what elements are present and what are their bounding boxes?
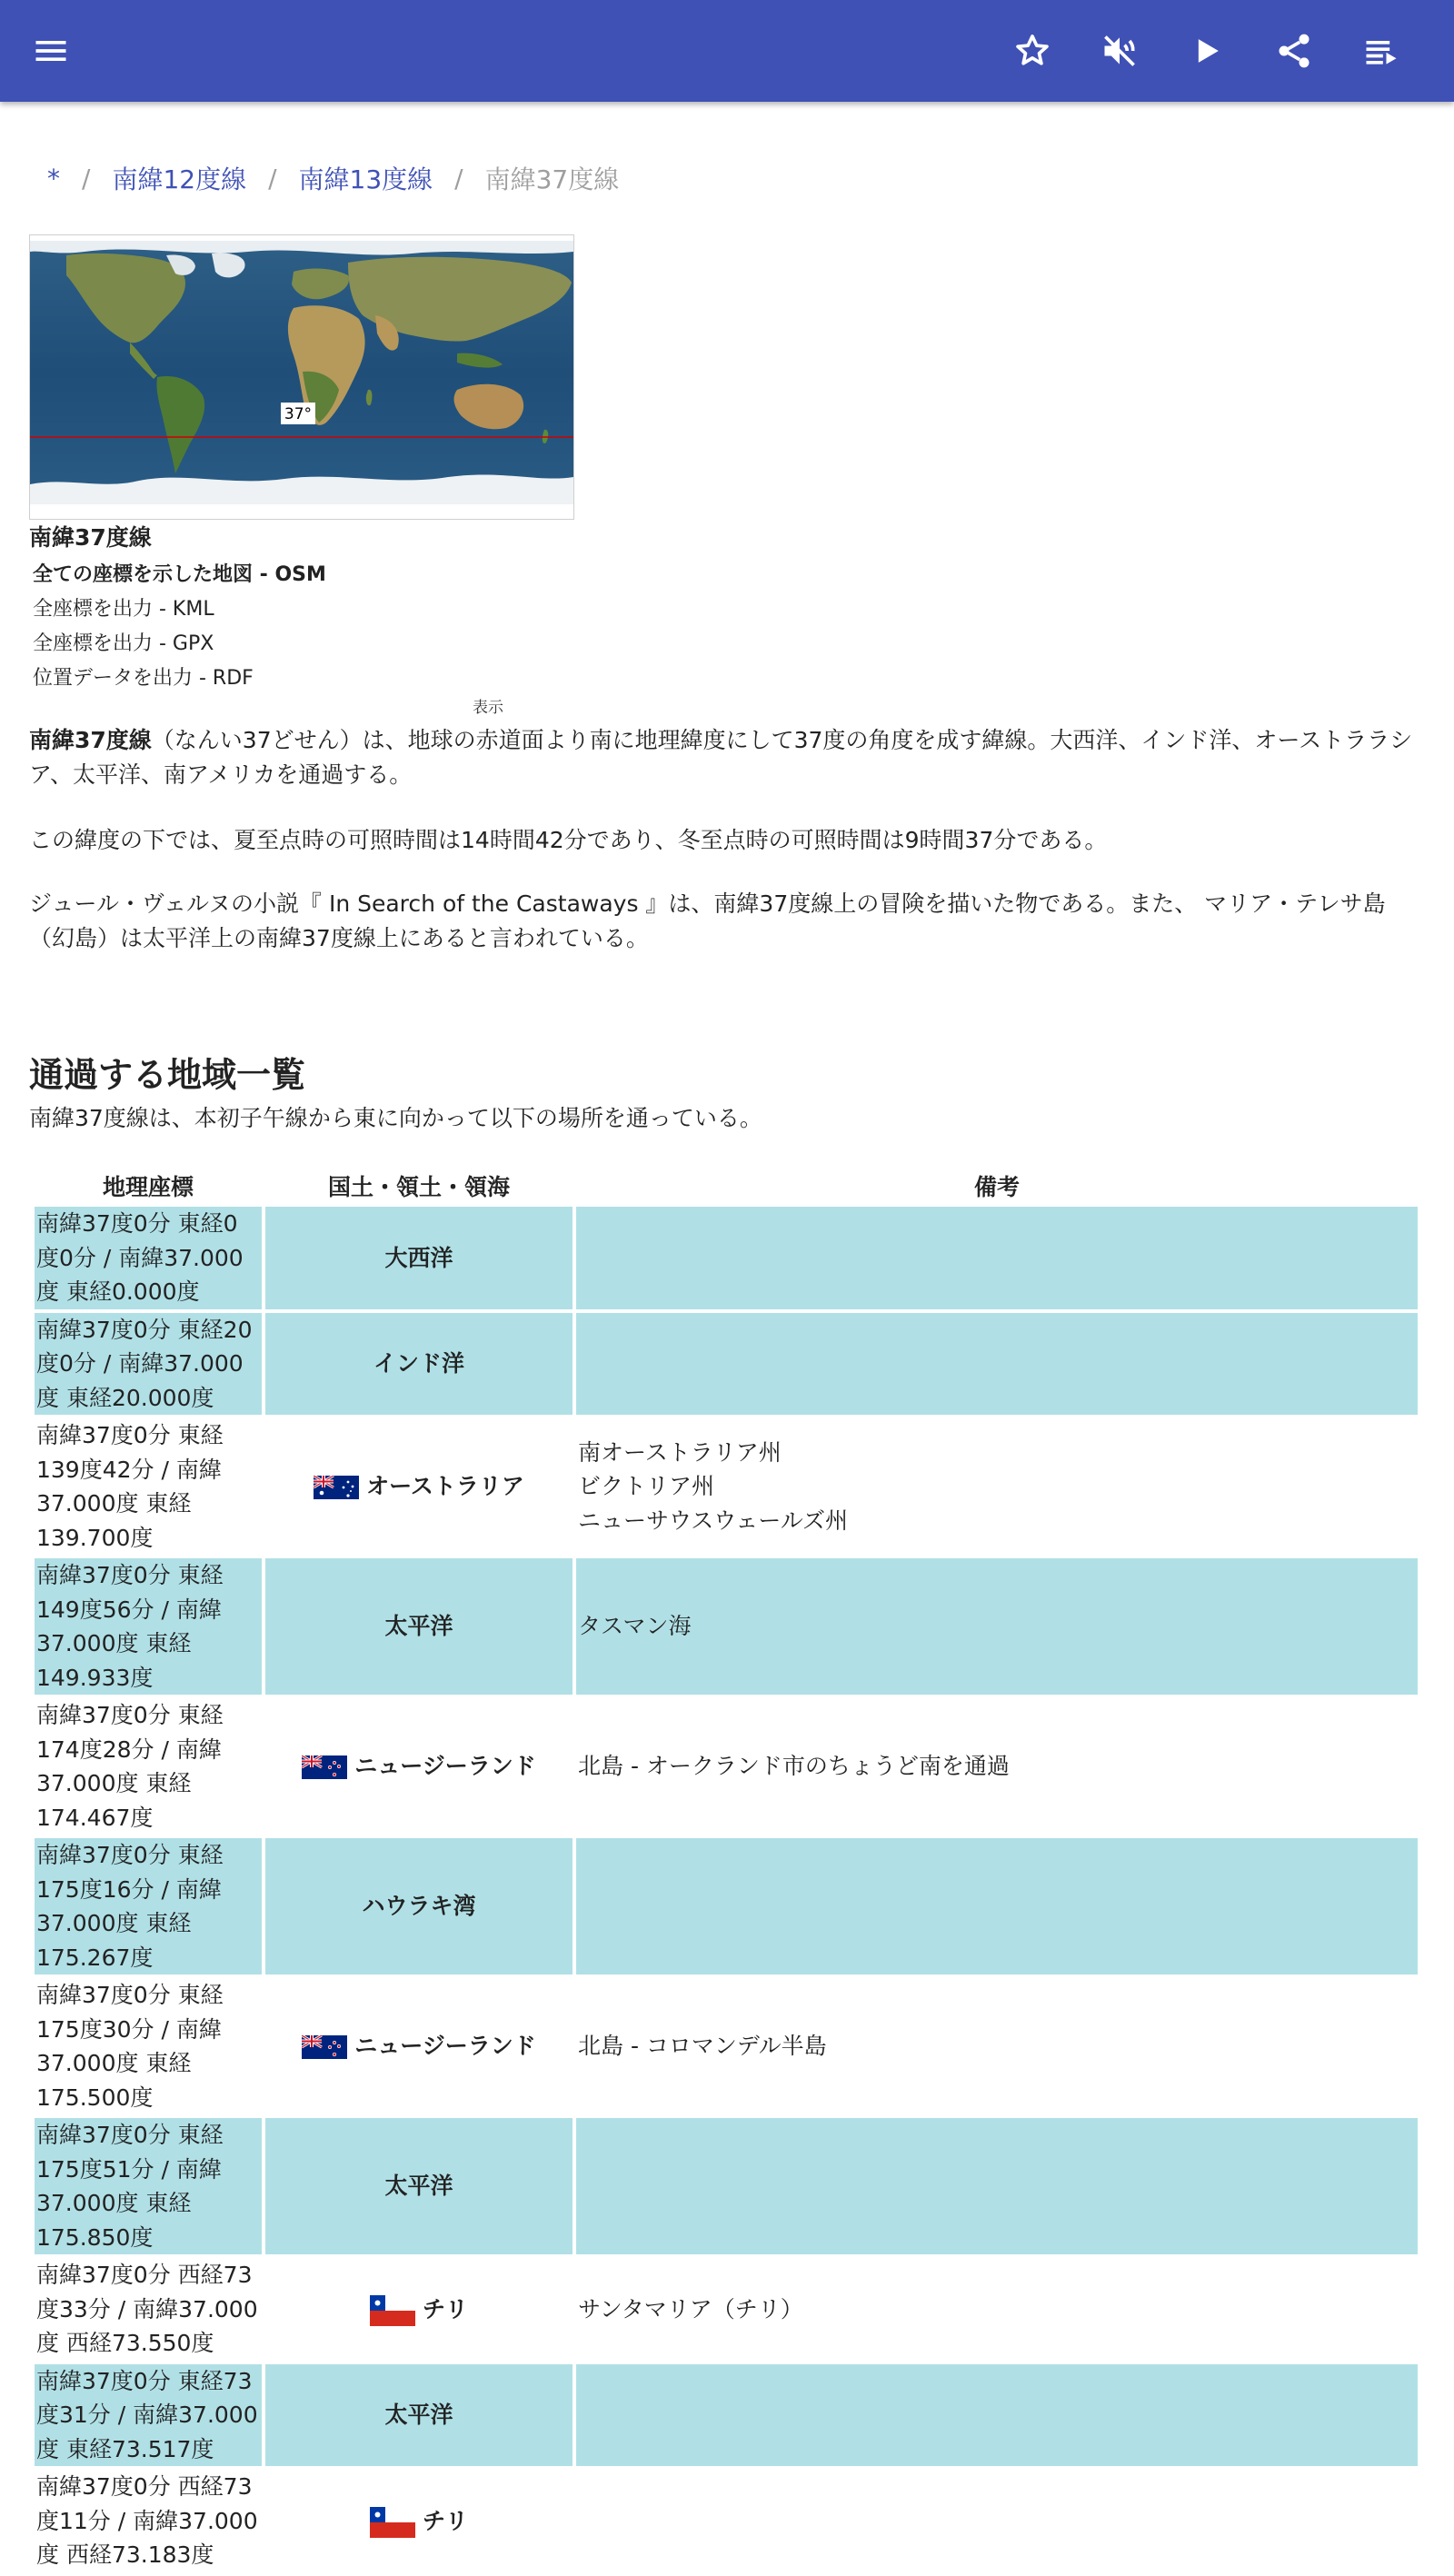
- breadcrumb-item-12s[interactable]: 南緯12度線: [112, 164, 247, 194]
- country-name: 太平洋: [384, 1613, 453, 1640]
- playlist-icon: [1361, 31, 1401, 71]
- notes-cell: [576, 2364, 1418, 2467]
- table-row: [35, 2118, 1418, 2254]
- new-zealand-flag-icon: [302, 1755, 347, 1779]
- breadcrumb-separator: /: [454, 163, 463, 194]
- country-name: インド洋: [373, 1350, 464, 1377]
- header-coord: 地理座標: [102, 1174, 194, 1200]
- star-outline-icon: [1012, 31, 1052, 71]
- table-row: [35, 2258, 1418, 2361]
- notes-cell: サンタマリア（チリ）: [578, 2295, 803, 2322]
- table-row: [35, 1207, 1418, 1309]
- breadcrumb-home[interactable]: *: [47, 163, 60, 194]
- volume-off-icon: [1100, 31, 1140, 71]
- new-zealand-flag-icon: [302, 2035, 347, 2059]
- country-cell[interactable]: [265, 1978, 573, 2114]
- country-cell[interactable]: [265, 1418, 573, 1555]
- note-line[interactable]: 南オーストラリア州: [578, 1438, 782, 1466]
- country-cell[interactable]: [265, 1313, 573, 1416]
- table-header-row: [35, 1169, 1418, 1203]
- table-row: [35, 1418, 1418, 1555]
- chile-flag-icon: [370, 2507, 415, 2538]
- country-cell[interactable]: [265, 2364, 573, 2467]
- country-name: 太平洋: [384, 2173, 453, 2200]
- bookmark-button[interactable]: [1001, 20, 1063, 82]
- world-map-graphic: [30, 235, 573, 519]
- rdf-link[interactable]: 位置データを出力 - RDF: [33, 667, 254, 690]
- share-button[interactable]: [1263, 20, 1325, 82]
- country-cell[interactable]: [265, 1698, 573, 1835]
- intro-text: （なんい37どせん）は、地球の赤道面より南に地理緯度にして37度の角度を成す緯線。大西洋、インド洋、オーストララシア、太平洋、南アメリカを通過する。: [29, 727, 1413, 788]
- breadcrumb-separator: /: [268, 163, 277, 194]
- show-link[interactable]: 表示: [473, 699, 503, 717]
- notes-cell: 北島 - オークランド市のちょうど南を通過: [578, 1753, 1010, 1780]
- table-row: [35, 1698, 1418, 1835]
- table-row: [35, 1978, 1418, 2114]
- table-row: [35, 1313, 1418, 1416]
- country-cell[interactable]: [265, 1838, 573, 1974]
- kml-link[interactable]: 全座標を出力 - KML: [33, 598, 214, 621]
- play-button[interactable]: [1176, 20, 1238, 82]
- intro-term: 南緯37度線: [29, 727, 152, 753]
- breadcrumb-item-13s[interactable]: 南緯13度線: [298, 164, 433, 194]
- coordinate-cell[interactable]: 南緯37度0分 東経175度16分 / 南緯37.000度 東経175.267度: [35, 1838, 262, 1974]
- table-row: [35, 1558, 1418, 1695]
- coordinate-cell[interactable]: 南緯37度0分 東経175度51分 / 南緯37.000度 東経175.850度: [35, 2118, 262, 2254]
- country-cell[interactable]: [265, 1207, 573, 1309]
- mute-button[interactable]: [1089, 20, 1150, 82]
- coordinate-cell[interactable]: 南緯37度0分 東経149度56分 / 南緯37.000度 東経149.933度: [35, 1558, 262, 1695]
- note-line[interactable]: ビクトリア州: [578, 1473, 715, 1500]
- coordinate-cell[interactable]: 南緯37度0分 東経0度0分 / 南緯37.000度 東経0.000度: [35, 1207, 262, 1309]
- coordinate-cell[interactable]: 南緯37度0分 東経20度0分 / 南緯37.000度 東経20.000度: [35, 1313, 262, 1416]
- regions-table: [31, 1165, 1421, 2576]
- daylight-paragraph: この緯度の下では、夏至点時の可照時間は14時間42分であり、冬至点時の可照時間は9時間37分である。: [29, 827, 1108, 853]
- notes-cell: [576, 1207, 1418, 1309]
- intro-paragraph: [29, 723, 1424, 792]
- australia-flag-icon: [314, 1476, 359, 1499]
- notes-cell: [576, 2118, 1418, 2254]
- contents-button[interactable]: [1350, 20, 1412, 82]
- notes-cell: [576, 2470, 1418, 2572]
- coordinate-cell[interactable]: 南緯37度0分 西経73度33分 / 南緯37.000度 西経73.550度: [36, 2262, 258, 2356]
- culture-paragraph: ジュール・ヴェルヌの小説『 In Search of the Castaways 』は、南緯37度線上の冒険を描いた物である。また、 マリア・テレサ島（幻島）は太平洋上の南緯37度線上にあると言われている。: [29, 890, 1386, 951]
- menu-button[interactable]: [20, 20, 82, 82]
- app-bar: [0, 0, 1454, 102]
- country-name: 太平洋: [384, 2402, 453, 2428]
- breadcrumb-current: 南緯37度線: [484, 164, 620, 194]
- country-name: チリ: [422, 2295, 468, 2322]
- country-cell[interactable]: [265, 2258, 573, 2361]
- table-row: [35, 1838, 1418, 1974]
- coordinate-cell[interactable]: 南緯37度0分 西経73度11分 / 南緯37.000度 西経73.183度: [36, 2473, 258, 2568]
- breadcrumb: [47, 160, 619, 196]
- country-name: オーストラリア: [366, 1473, 524, 1500]
- notes-cell: 北島 - コロマンデル半島: [578, 2033, 827, 2060]
- section-description: 南緯37度線は、本初子午線から東に向かって以下の場所を通っている。: [29, 1105, 762, 1131]
- header-notes: 備考: [973, 1174, 1020, 1200]
- world-map-image[interactable]: [29, 234, 574, 520]
- country-cell[interactable]: [265, 1558, 573, 1695]
- gpx-link[interactable]: 全座標を出力 - GPX: [33, 632, 214, 655]
- country-name: ニュージーランド: [354, 2033, 536, 2060]
- coordinate-cell[interactable]: 南緯37度0分 東経73度31分 / 南緯37.000度 東経73.517度: [35, 2364, 262, 2467]
- section-title: 通過する地域一覧: [29, 1055, 306, 1095]
- country-name: 大西洋: [384, 1244, 453, 1271]
- osm-link[interactable]: 全ての座標を示した地図 - OSM: [33, 563, 326, 586]
- latitude-label: 37°: [284, 405, 313, 423]
- caption-title: 南緯37度線: [29, 524, 152, 551]
- menu-icon: [31, 31, 71, 71]
- notes-cell: [576, 1418, 1418, 1555]
- coordinate-cell[interactable]: 南緯37度0分 東経139度42分 / 南緯37.000度 東経139.700度: [36, 1422, 224, 1551]
- table-row: [35, 2470, 1418, 2572]
- header-country: 国土・領土・領海: [327, 1174, 510, 1200]
- play-icon: [1187, 31, 1227, 71]
- country-name: ニュージーランド: [354, 1753, 536, 1780]
- share-icon: [1274, 31, 1314, 71]
- caption-links: [33, 558, 326, 696]
- coordinate-cell[interactable]: 南緯37度0分 東経175度30分 / 南緯37.000度 東経175.500度: [36, 1982, 224, 2111]
- country-name: チリ: [422, 2507, 468, 2534]
- coordinate-cell[interactable]: 南緯37度0分 東経174度28分 / 南緯37.000度 東経174.467度: [36, 1702, 224, 1831]
- chile-flag-icon: [370, 2295, 415, 2326]
- country-cell[interactable]: [265, 2118, 573, 2254]
- notes-cell: [576, 1838, 1418, 1974]
- notes-cell: [576, 1313, 1418, 1416]
- breadcrumb-separator: /: [82, 163, 91, 194]
- country-name: ハウラキ湾: [362, 1893, 476, 1920]
- notes-cell: タスマン海: [576, 1558, 1418, 1695]
- note-line[interactable]: ニューサウスウェールズ州: [578, 1507, 849, 1534]
- table-row: [35, 2364, 1418, 2467]
- country-cell[interactable]: [265, 2470, 573, 2572]
